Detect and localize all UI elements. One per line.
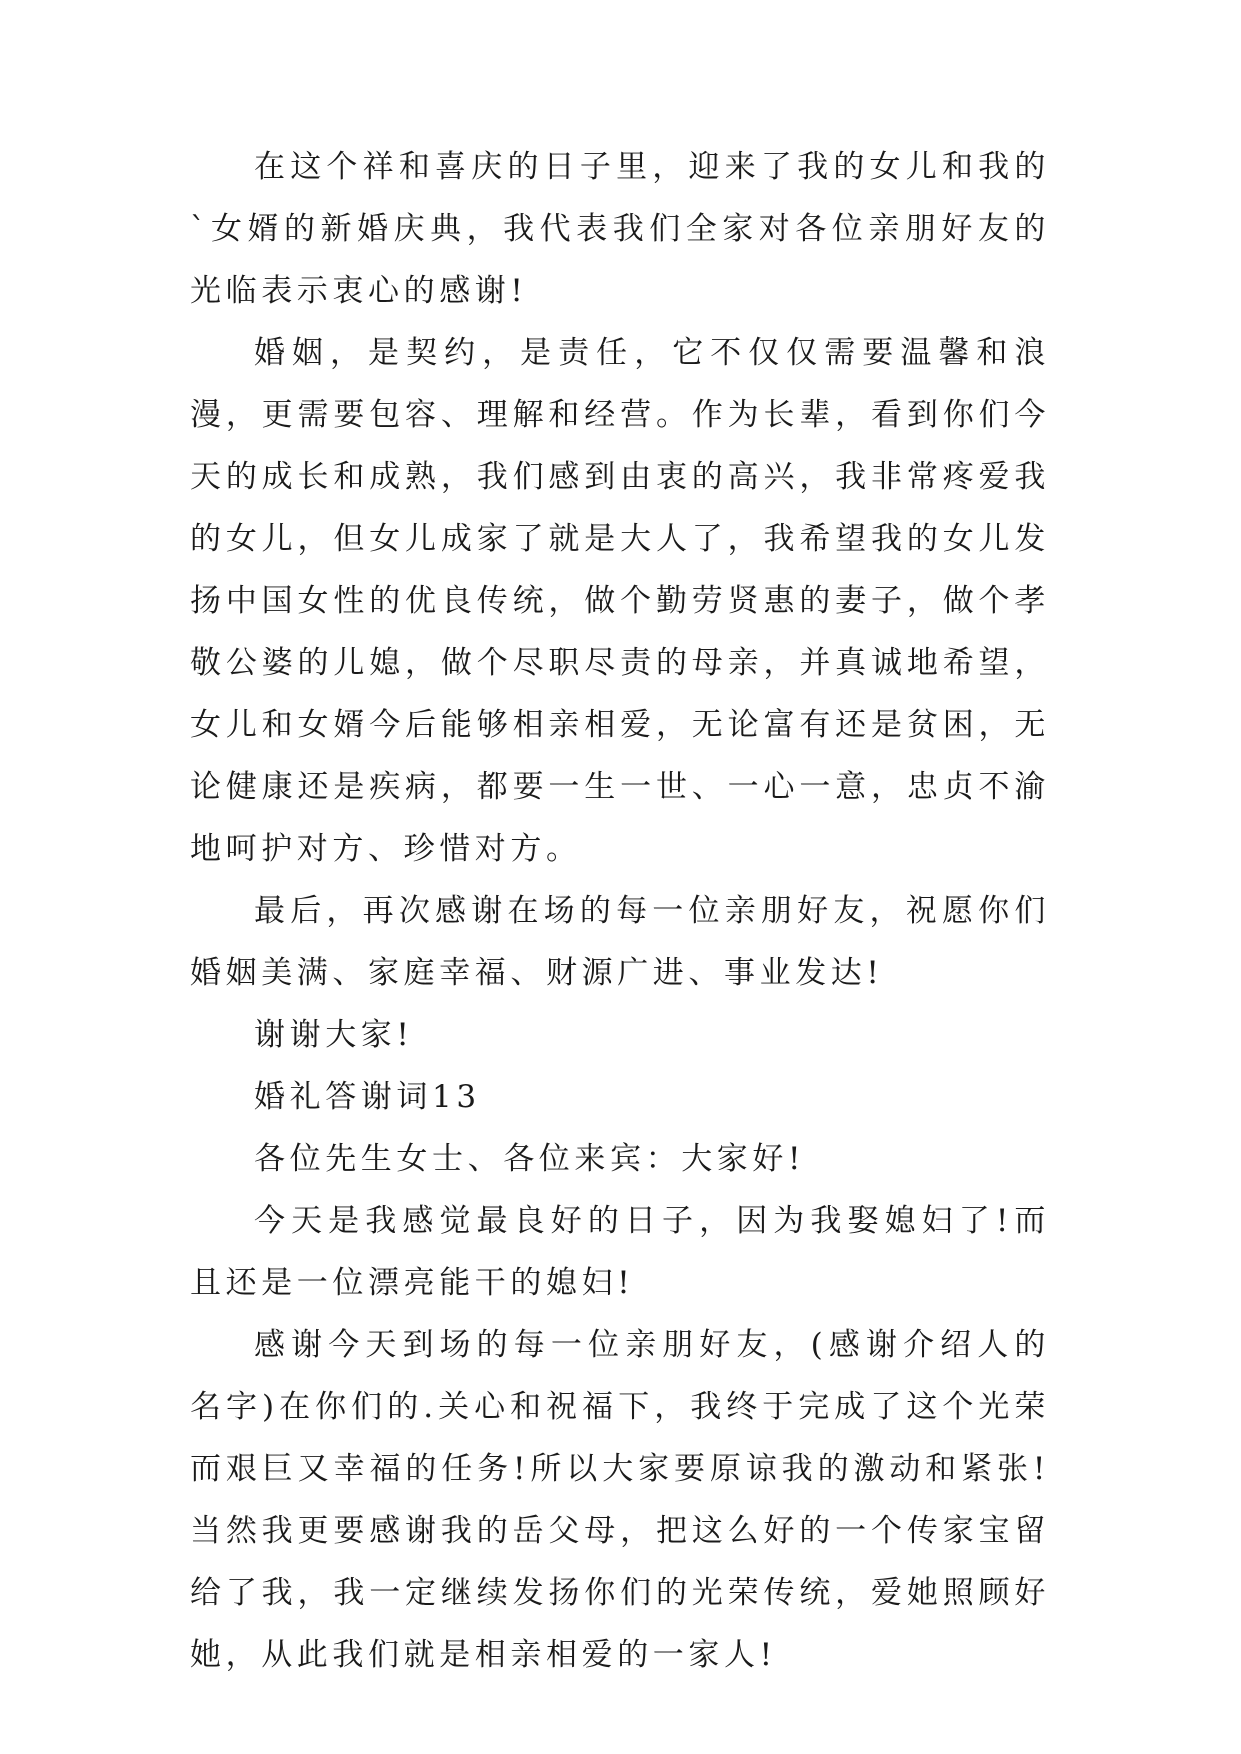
paragraph-1: 在这个祥和喜庆的日子里，迎来了我的女儿和我的`女婿的新婚庆典，我代表我们全家对各位亲朋好友的光临表示衷心的感谢! [190,149,1050,309]
paragraph-4: 谢谢大家! [254,1017,414,1053]
paragraph-6: 感谢今天到场的每一位亲朋好友，(感谢介绍人的名字)在你们的.关心和祝福下，我终于完成了这个光荣而艰巨又幸福的任务!所以大家要原谅我的激动和紧张!当然我更要感谢我的岳父母，把这么好的一个传家宝留给了我，我一定继续发扬你们的光荣传统，爱她照顾好她，从此我们就是相亲相爱的一家人! [190,1327,1050,1673]
document-page [190,136,1050,1686]
paragraph-2: 婚姻，是契约，是责任，它不仅仅需要温馨和浪漫，更需要包容、理解和经营。作为长辈，看到你们今天的成长和成熟，我们感到由衷的高兴，我非常疼爱我的女儿，但女儿成家了就是大人了，我希望我的女儿发扬中国女性的优良传统，做个勤劳贤惠的妻子，做个孝敬公婆的儿媳，做个尽职尽责的母亲，并真诚地希望，女儿和女婿今后能够相亲相爱，无论富有还是贫困，无论健康还是疾病，都要一生一世、一心一意，忠贞不渝地呵护对方、珍惜对方。 [190,335,1050,867]
paragraph-5: 今天是我感觉最良好的日子，因为我娶媳妇了!而且还是一位漂亮能干的媳妇! [190,1203,1050,1301]
paragraph-3: 最后，再次感谢在场的每一位亲朋好友，祝愿你们婚姻美满、家庭幸福、财源广进、事业发达! [190,893,1050,991]
section-heading: 婚礼答谢词13 [254,1079,481,1115]
greeting: 各位先生女士、各位来宾：大家好! [254,1141,806,1177]
